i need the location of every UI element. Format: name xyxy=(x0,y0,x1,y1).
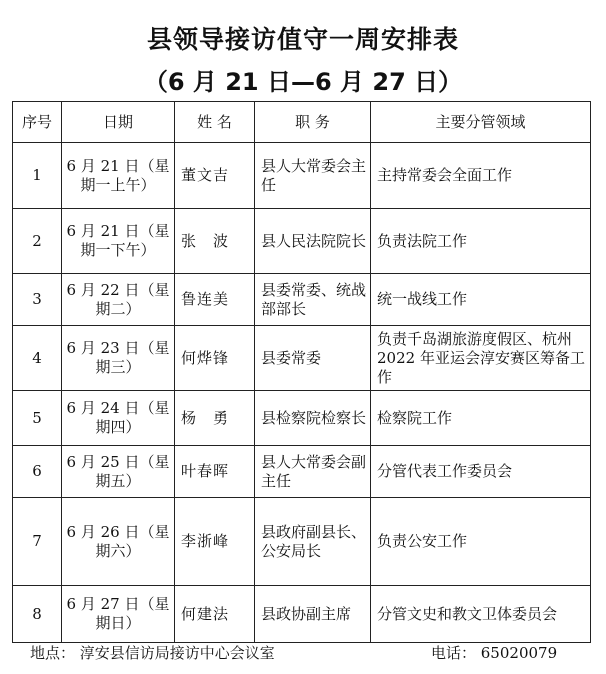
row-area: 负责公安工作 xyxy=(371,498,591,586)
header-area: 主要分管领域 xyxy=(371,102,591,143)
header-name: 姓 名 xyxy=(175,102,255,143)
page-title: 县领导接访值守一周安排表 xyxy=(146,25,459,54)
row-area: 主持常委会全面工作 xyxy=(371,143,591,209)
table-row xyxy=(13,446,591,498)
table-header-row xyxy=(13,102,591,143)
row-date: 6 月 27 日（星期日） xyxy=(62,586,175,643)
header-position: 职 务 xyxy=(255,102,371,143)
row-seq: 8 xyxy=(13,586,62,643)
row-name: 鲁连美 xyxy=(175,274,255,326)
row-name: 董文吉 xyxy=(175,143,255,209)
row-area: 负责千岛湖旅游度假区、杭州 2022 年亚运会淳安赛区筹备工作 xyxy=(371,326,591,391)
row-position: 县委常委、统战部部长 xyxy=(255,274,371,326)
table-row xyxy=(13,391,591,446)
row-date: 6 月 22 日（星期二） xyxy=(62,274,175,326)
row-seq: 4 xyxy=(13,326,62,391)
row-position: 县人大常委会主任 xyxy=(255,143,371,209)
table-row xyxy=(13,143,591,209)
row-date: 6 月 26 日（星期六） xyxy=(62,498,175,586)
row-position: 县委常委 xyxy=(255,326,371,391)
footer-phone: 电话： 65020079 xyxy=(431,644,558,662)
row-name: 张 波 xyxy=(175,209,255,274)
row-area: 负责法院工作 xyxy=(371,209,591,274)
header-seq: 序号 xyxy=(13,102,62,143)
row-seq: 3 xyxy=(13,274,62,326)
row-name: 叶春晖 xyxy=(175,446,255,498)
row-seq: 2 xyxy=(13,209,62,274)
row-date: 6 月 21 日（星期一上午） xyxy=(62,143,175,209)
row-name: 何烨锋 xyxy=(175,326,255,391)
row-area: 分管文史和教文卫体委员会 xyxy=(371,586,591,643)
row-name: 杨 勇 xyxy=(175,391,255,446)
row-seq: 5 xyxy=(13,391,62,446)
row-seq: 6 xyxy=(13,446,62,498)
row-name: 李浙峰 xyxy=(175,498,255,586)
footer-location: 地点： 淳安县信访局接访中心会议室 xyxy=(30,644,275,662)
row-seq: 1 xyxy=(13,143,62,209)
row-position: 县政府副县长、公安局长 xyxy=(255,498,371,586)
row-area: 检察院工作 xyxy=(371,391,591,446)
table-row xyxy=(13,209,591,274)
row-date: 6 月 24 日（星期四） xyxy=(62,391,175,446)
row-position: 县政协副主席 xyxy=(255,586,371,643)
row-position: 县人大常委会副主任 xyxy=(255,446,371,498)
schedule-table xyxy=(12,101,591,643)
row-position: 县检察院检察长 xyxy=(255,391,371,446)
table-row xyxy=(13,274,591,326)
row-date: 6 月 25 日（星期五） xyxy=(62,446,175,498)
row-position: 县人民法院院长 xyxy=(255,209,371,274)
table-row xyxy=(13,326,591,391)
row-name: 何建法 xyxy=(175,586,255,643)
table-row xyxy=(13,586,591,643)
row-date: 6 月 21 日（星期一下午） xyxy=(62,209,175,274)
table-row xyxy=(13,498,591,586)
row-date: 6 月 23 日（星期三） xyxy=(62,326,175,391)
row-area: 统一战线工作 xyxy=(371,274,591,326)
row-area: 分管代表工作委员会 xyxy=(371,446,591,498)
row-seq: 7 xyxy=(13,498,62,586)
header-date: 日期 xyxy=(62,102,175,143)
page-subtitle: （6 月 21 日—6 月 27 日） xyxy=(143,68,463,96)
